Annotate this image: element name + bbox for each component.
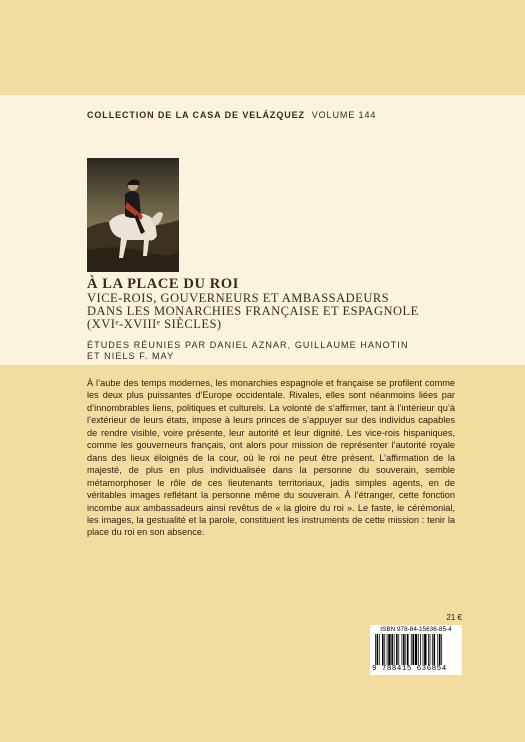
back-cover-summary: À l’aube des temps modernes, les monarchies espagnole et française se profilent comme les deux plus puissantes d’Europe occidentale. Rivales, elles sont néanmoins liées par d’innombrables liens, politiques et culturels. La volonté de s’affirmer, tant à l’intérieur qu’à l’extérieur de leurs états, impose à leurs princes de s’appuyer sur des individus capables de rendre visible, voire présente, leur autorité et leur dignité. Les vice-rois hispaniques, comme les gouverneurs français, ont alors pour mission de représenter l’autorité royale dans des lieux éloignés de la cour, où le roi ne peut être présent. L’affirmation de la majesté, de plus en plus individualisée dans la personne du souverain, semble métamorphoser le rôle de ces lieutenants territoriaux, jadis simples agents, en de véritables images reflétant la personne même du souverain. À l’étranger, cette fonction incombe aux ambassadeurs ainsi revêtus de « la gloire du roi ». Le faste, le cérémonial, les images, la gestualité et la parole, constituent les instruments de cette mission : tenir la place du roi en son absence. [87, 378, 455, 538]
editors-credit [87, 340, 467, 362]
collection-line [87, 110, 376, 120]
price-label: 21 € [446, 613, 462, 622]
collection-name: COLLECTION DE LA CASA DE VELÁZQUEZ [87, 110, 305, 120]
ean-digits: 9 788415 636854 [372, 665, 447, 673]
book-title: À LA PLACE DU ROI [87, 276, 239, 292]
editors-line: ÉTUDES RÉUNIES PAR DANIEL AZNAR, GUILLAUME HANOTIN [87, 340, 409, 350]
subtitle-line: DANS LES MONARCHIES FRANÇAISE ET ESPAGNOLE [87, 304, 419, 318]
top-color-band [0, 0, 525, 95]
subtitle-line: (XVIᵉ-XVIIIᵉ SIÈCLES) [87, 317, 222, 331]
editors-line: ET NIELS F. MAY [87, 351, 175, 361]
cover-painting [87, 158, 179, 272]
isbn-label: ISBN 978-84-15636-85-4 [380, 626, 452, 633]
barcode-block [370, 625, 462, 675]
volume-number: VOLUME 144 [311, 110, 377, 120]
subtitle-line: VICE-ROIS, GOUVERNEURS ET AMBASSADEURS [87, 291, 390, 305]
barcode-bars [375, 634, 457, 665]
book-subtitle [87, 292, 467, 331]
